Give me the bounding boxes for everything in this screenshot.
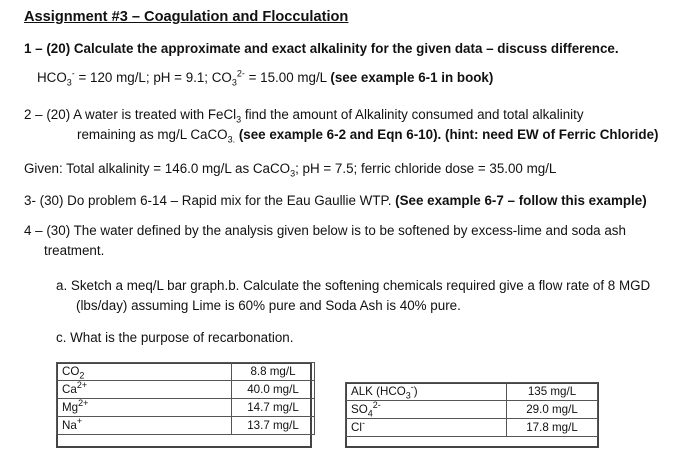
q2-line2-a: remaining as mg/L CaCO: [77, 127, 228, 142]
ion-table-1: [56, 362, 315, 435]
ion-name: Na+: [57, 417, 232, 435]
q1-hco3-sub: 3: [66, 77, 72, 88]
q2-given-a: Given: Total alkalinity = 146.0 mg/L as CaCO: [24, 161, 291, 176]
question-1-data: [37, 70, 493, 86]
table-row: [346, 401, 598, 419]
q3-note: (See example 6-7 – follow this example): [395, 193, 647, 208]
q2-text-b: find the amount of Alkalinity consumed and total alkalinity: [241, 107, 584, 122]
ion-value: 40.0 mg/L: [232, 381, 315, 399]
ion-value: 135 mg/L: [507, 383, 598, 401]
ion-name: $SO_4^{2-}$: [346, 401, 507, 419]
ion-name: $CO_2$: [57, 363, 232, 381]
table-row: [57, 399, 315, 417]
ion-value: 29.0 mg/L: [507, 401, 598, 419]
q2-fecl3-sub: 3: [236, 114, 242, 125]
table-row: [57, 417, 315, 435]
question-4-part-c: c. What is the purpose of recarbonation.: [56, 330, 294, 345]
ion-name: $Mg^{2+}$: [57, 399, 232, 417]
question-3: [24, 193, 647, 209]
q1-values-a: = 120 mg/L; pH = 9.1; CO: [74, 70, 232, 85]
question-1-heading: 1 – (20) Calculate the approximate and exact alkalinity for the given data – discuss difference.: [24, 41, 619, 56]
question-4-part-a-line-2: (lbs/day) assuming Lime is 60% pure and Soda Ash is 40% pure.: [76, 298, 461, 313]
table-row: [346, 419, 598, 437]
ion-name: Cl-: [346, 419, 507, 437]
question-4-part-a-line-1: a. Sketch a meq/L bar graph.b. Calculate the softening chemicals required give a flow rate of 8 MGD: [56, 278, 651, 293]
question-2-given: [24, 161, 556, 177]
q2-text-a: 2 – (20) A water is treated with FeCl: [24, 107, 237, 122]
q3-text: 3- (30) Do problem 6-14 – Rapid mix for the Eau Gaullie WTP.: [24, 193, 396, 208]
question-2-line-1: [24, 107, 584, 123]
table-row: [346, 383, 598, 401]
ion-value: 17.8 mg/L: [507, 419, 598, 437]
q2-caco3-sub: 3.: [227, 134, 236, 145]
table-row: [57, 381, 315, 399]
table-row: [57, 363, 315, 381]
ion-table-2: [345, 382, 598, 437]
q1-hco3-label: HCO: [37, 70, 67, 85]
q1-values-b: = 15.00 mg/L: [244, 70, 331, 85]
ion-value: 14.7 mg/L: [232, 399, 315, 417]
q2-given-sub: 3: [290, 168, 296, 179]
ion-name: ALK $(HCO_3^-)$: [346, 383, 507, 401]
q1-co3-sub: 3: [231, 77, 237, 88]
q1-note: (see example 6-1 in book): [330, 70, 494, 85]
ion-value: 8.8 mg/L: [232, 363, 315, 381]
q2-given-b: ; pH = 7.5; ferric chloride dose = 35.00 mg/L: [295, 161, 557, 176]
question-4-line-1: 4 – (30) The water defined by the analysis given below is to be softened by excess-lime and soda ash: [24, 223, 626, 238]
q1-co3-sup: 2-: [236, 68, 245, 79]
question-2-line-2: [77, 127, 658, 143]
ion-name: $Ca^{2+}$: [57, 381, 232, 399]
question-4-line-2: treatment.: [44, 243, 105, 258]
ion-value: 13.7 mg/L: [232, 417, 315, 435]
assignment-title: Assignment #3 – Coagulation and Flocculation: [24, 9, 349, 25]
q2-hint: (see example 6-2 and Eqn 6-10). (hint: need EW of Ferric Chloride): [235, 127, 659, 142]
q1-hco3-sup: -: [71, 68, 75, 79]
